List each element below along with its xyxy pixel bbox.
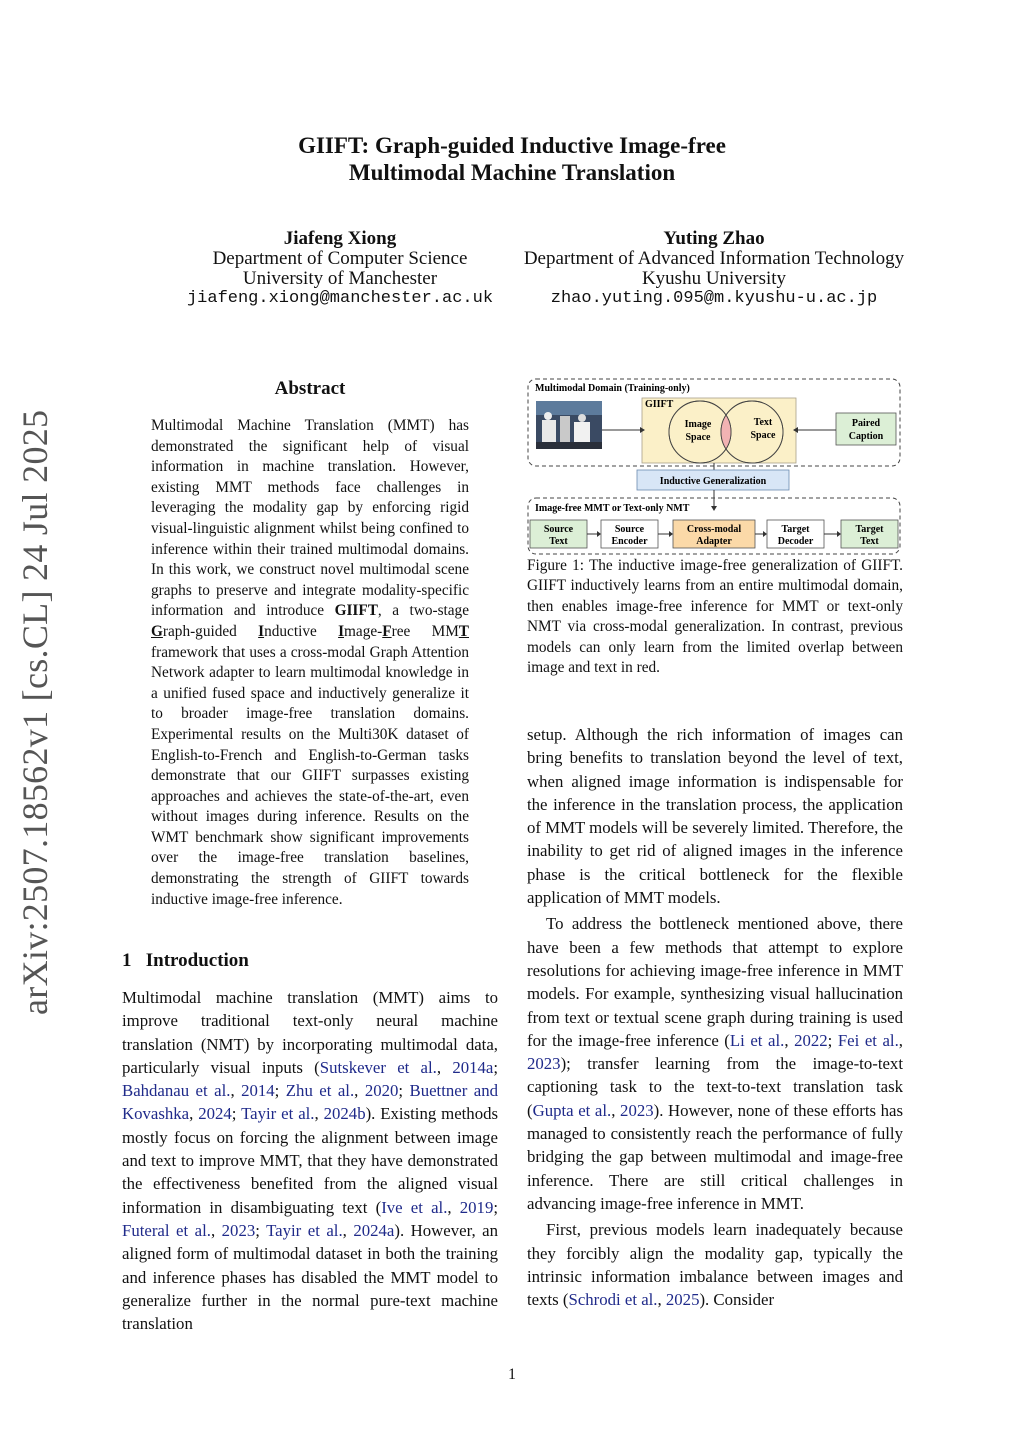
- citation-link[interactable]: 2023: [527, 1054, 561, 1074]
- text-space-label-2: Space: [750, 430, 776, 441]
- author-univ: Kyushu University: [641, 268, 787, 289]
- author-2: [500, 229, 928, 309]
- image-space-label-2: Space: [685, 432, 711, 443]
- citation-link[interactable]: Gupta et al.: [532, 1100, 612, 1120]
- citation-link[interactable]: 2025: [665, 1290, 700, 1310]
- svg-text:Adapter: Adapter: [696, 536, 732, 547]
- paragraph-bottleneck: To address the bottleneck mentioned above, there have been a few methods that attempt to explore resolutions for achieving image-free inference in MMT models. For example, synthesizing visual hallucination from text or textual scene graph during training is used for the image-free inference (Li et al., 2022; Fei et al., 2023); transfer learning from the image-to-text captioning task to the text-to-text translation task (Gupta et al., 2023). However, none of these efforts has managed to consistently reach the performance of fully bridging the gap between multimodal and image-free inference. There are still critical challenges in advancing image-free inference in MMT.: [527, 914, 903, 1213]
- paired-caption-label-1: Paired: [851, 418, 881, 429]
- title-line-1: GIIFT: Graph-guided Inductive Image-free: [298, 133, 726, 158]
- svg-text:Cross-modal: Cross-modal: [686, 524, 742, 535]
- citation-link[interactable]: 2023: [221, 1220, 256, 1240]
- author-name: Yuting Zhao: [663, 228, 765, 249]
- author-dept: Department of Advanced Information Technology: [523, 248, 905, 269]
- author-email: zhao.yuting.095@m.kyushu-u.ac.jp: [550, 289, 878, 308]
- page-number: 1: [508, 1366, 516, 1383]
- paragraph-first: First, previous models learn inadequately because they forcibly align the modality gap, typically the intrinsic information imbalance between images and texts (Schrodi et al., 2025). Consider: [527, 1220, 903, 1310]
- citation-link[interactable]: Schrodi et al.: [568, 1290, 658, 1310]
- citation-link[interactable]: 2019: [459, 1197, 494, 1217]
- citation-link[interactable]: 2020: [364, 1081, 399, 1101]
- citation-link[interactable]: 2023: [620, 1100, 654, 1120]
- author-dept: Department of Computer Science: [212, 248, 468, 269]
- paragraph-setup: setup. Although the rich information of images can bring benefits to translation beyond the level of text, when aligned image information is indispensable for the inference in the translation process, the application of MMT models will be severely limited. Therefore, the inability to get rid of aligned images in the inference phase is the critical bottleneck for the flexible application of MMT models.: [527, 725, 903, 908]
- citation-link[interactable]: Tayir et al.: [241, 1104, 315, 1124]
- citation-link[interactable]: Fei et al.: [837, 1030, 899, 1050]
- svg-text:Text: Text: [860, 536, 879, 547]
- citation-link[interactable]: Tayir et al.: [266, 1220, 343, 1240]
- svg-text:Encoder: Encoder: [611, 536, 648, 547]
- giift-label: GIIFT: [645, 399, 674, 410]
- svg-text:Source: Source: [614, 524, 645, 535]
- author-name: Jiafeng Xiong: [283, 228, 397, 249]
- citation-link[interactable]: 2024a: [353, 1220, 395, 1240]
- citation-link[interactable]: 2024b: [323, 1104, 366, 1124]
- figure-1-diagram: [526, 376, 904, 556]
- svg-text:Decoder: Decoder: [777, 536, 814, 547]
- inductive-generalization-label: Inductive Generalization: [659, 476, 767, 487]
- svg-text:Source: Source: [543, 524, 574, 535]
- citation-link[interactable]: Buettner and Kovashka: [122, 1081, 498, 1124]
- svg-text:Target: Target: [781, 524, 810, 535]
- svg-text:Text: Text: [549, 536, 568, 547]
- citation-link[interactable]: Sutskever et al.: [319, 1057, 437, 1077]
- citation-link[interactable]: Li et al.: [729, 1030, 785, 1050]
- text-space-label-1: Text: [753, 417, 773, 428]
- author-univ: University of Manchester: [242, 268, 438, 289]
- citation-link[interactable]: Ive et al.: [381, 1197, 448, 1217]
- section-heading-introduction: 1 Introduction: [122, 950, 249, 971]
- sample-image: [536, 401, 602, 449]
- right-column-text: [527, 723, 903, 1311]
- paper-title: [0, 132, 1024, 186]
- citation-link[interactable]: Futeral et al.: [122, 1220, 211, 1240]
- abstract-body: Multimodal Machine Translation (MMT) has demonstrated the significant help of visual information in machine translation. However, existing MMT methods face challenges in leveraging the modality gap by enforcing rigid visual-linguistic alignment whilst being confined to inference within their trained multimodal domains. In this work, we construct novel multimodal scene graphs to preserve and integrate modality-specific information and introduce GIIFT, a two-stage Graph-guided Inductive Image-Free MMT framework that uses a cross-modal Graph Attention Network adapter to learn multimodal knowledge in a unified fused space and inductively generalize it to broader image-free translation domains. Experimental results on the Multi30K dataset of English-to-French and English-to-German tasks demonstrate that our GIIFT surpasses existing approaches and achieves the state-of-the-art, even without images during inference. Results on the WMT benchmark show significant improvements over the image-free translation baselines, demonstrating the strength of GIIFT towards inductive image-free inference.: [151, 417, 469, 908]
- title-line-2: Multimodal Machine Translation: [348, 160, 676, 185]
- figure-1-caption: Figure 1: The inductive image-free generalization of GIIFT. GIIFT inductively learns from an entire multimodal domain, then enables image-free inference for MMT or text-only NMT via cross-modal generalization. In contrast, previous models can only learn from the limited overlap between image and text in red.: [527, 557, 903, 677]
- citation-link[interactable]: 2024: [198, 1104, 232, 1124]
- arxiv-identifier: arXiv:2507.18562v1 [cs.CL] 24 Jul 2025: [15, 409, 55, 1015]
- citation-link[interactable]: Bahdanau et al.: [122, 1081, 231, 1101]
- author-1: [170, 229, 510, 309]
- image-space-label-1: Image: [684, 419, 712, 430]
- multimodal-domain-label: Multimodal Domain (Training-only): [535, 383, 690, 394]
- citation-link[interactable]: Zhu et al.: [285, 1081, 355, 1101]
- svg-text:Target: Target: [855, 524, 884, 535]
- abstract-heading: Abstract: [274, 378, 346, 399]
- author-email: jiafeng.xiong@manchester.ac.uk: [186, 289, 494, 308]
- citation-link[interactable]: 2014a: [452, 1057, 494, 1077]
- citation-link[interactable]: 2014: [241, 1081, 275, 1101]
- image-free-domain-label: Image-free MMT or Text-only NMT: [535, 503, 690, 514]
- citation-link[interactable]: 2022: [794, 1030, 828, 1050]
- paired-caption-label-2: Caption: [848, 431, 884, 442]
- intro-paragraph-1: Multimodal machine translation (MMT) aims to improve traditional text-only neural machine translation (NMT) by incorporating multimodal data, particularly visual inputs (Sutskever et al., 2014a; Bahdanau et al., 2014; Zhu et al., 2020; Buettner and Kovashka, 2024; Tayir et al., 2024b). Existing methods mostly focus on forcing the alignment between image and text to improve MMT, that they have demonstrated the effectiveness benefited from the aligned visual information in disambiguating text (Ive et al., 2019; Futeral et al., 2023; Tayir et al., 2024a). However, an aligned form of multimodal dataset in both the training and inference phases has disabled the MMT model to generalize further in the normal pure-text machine translation: [122, 988, 499, 1334]
